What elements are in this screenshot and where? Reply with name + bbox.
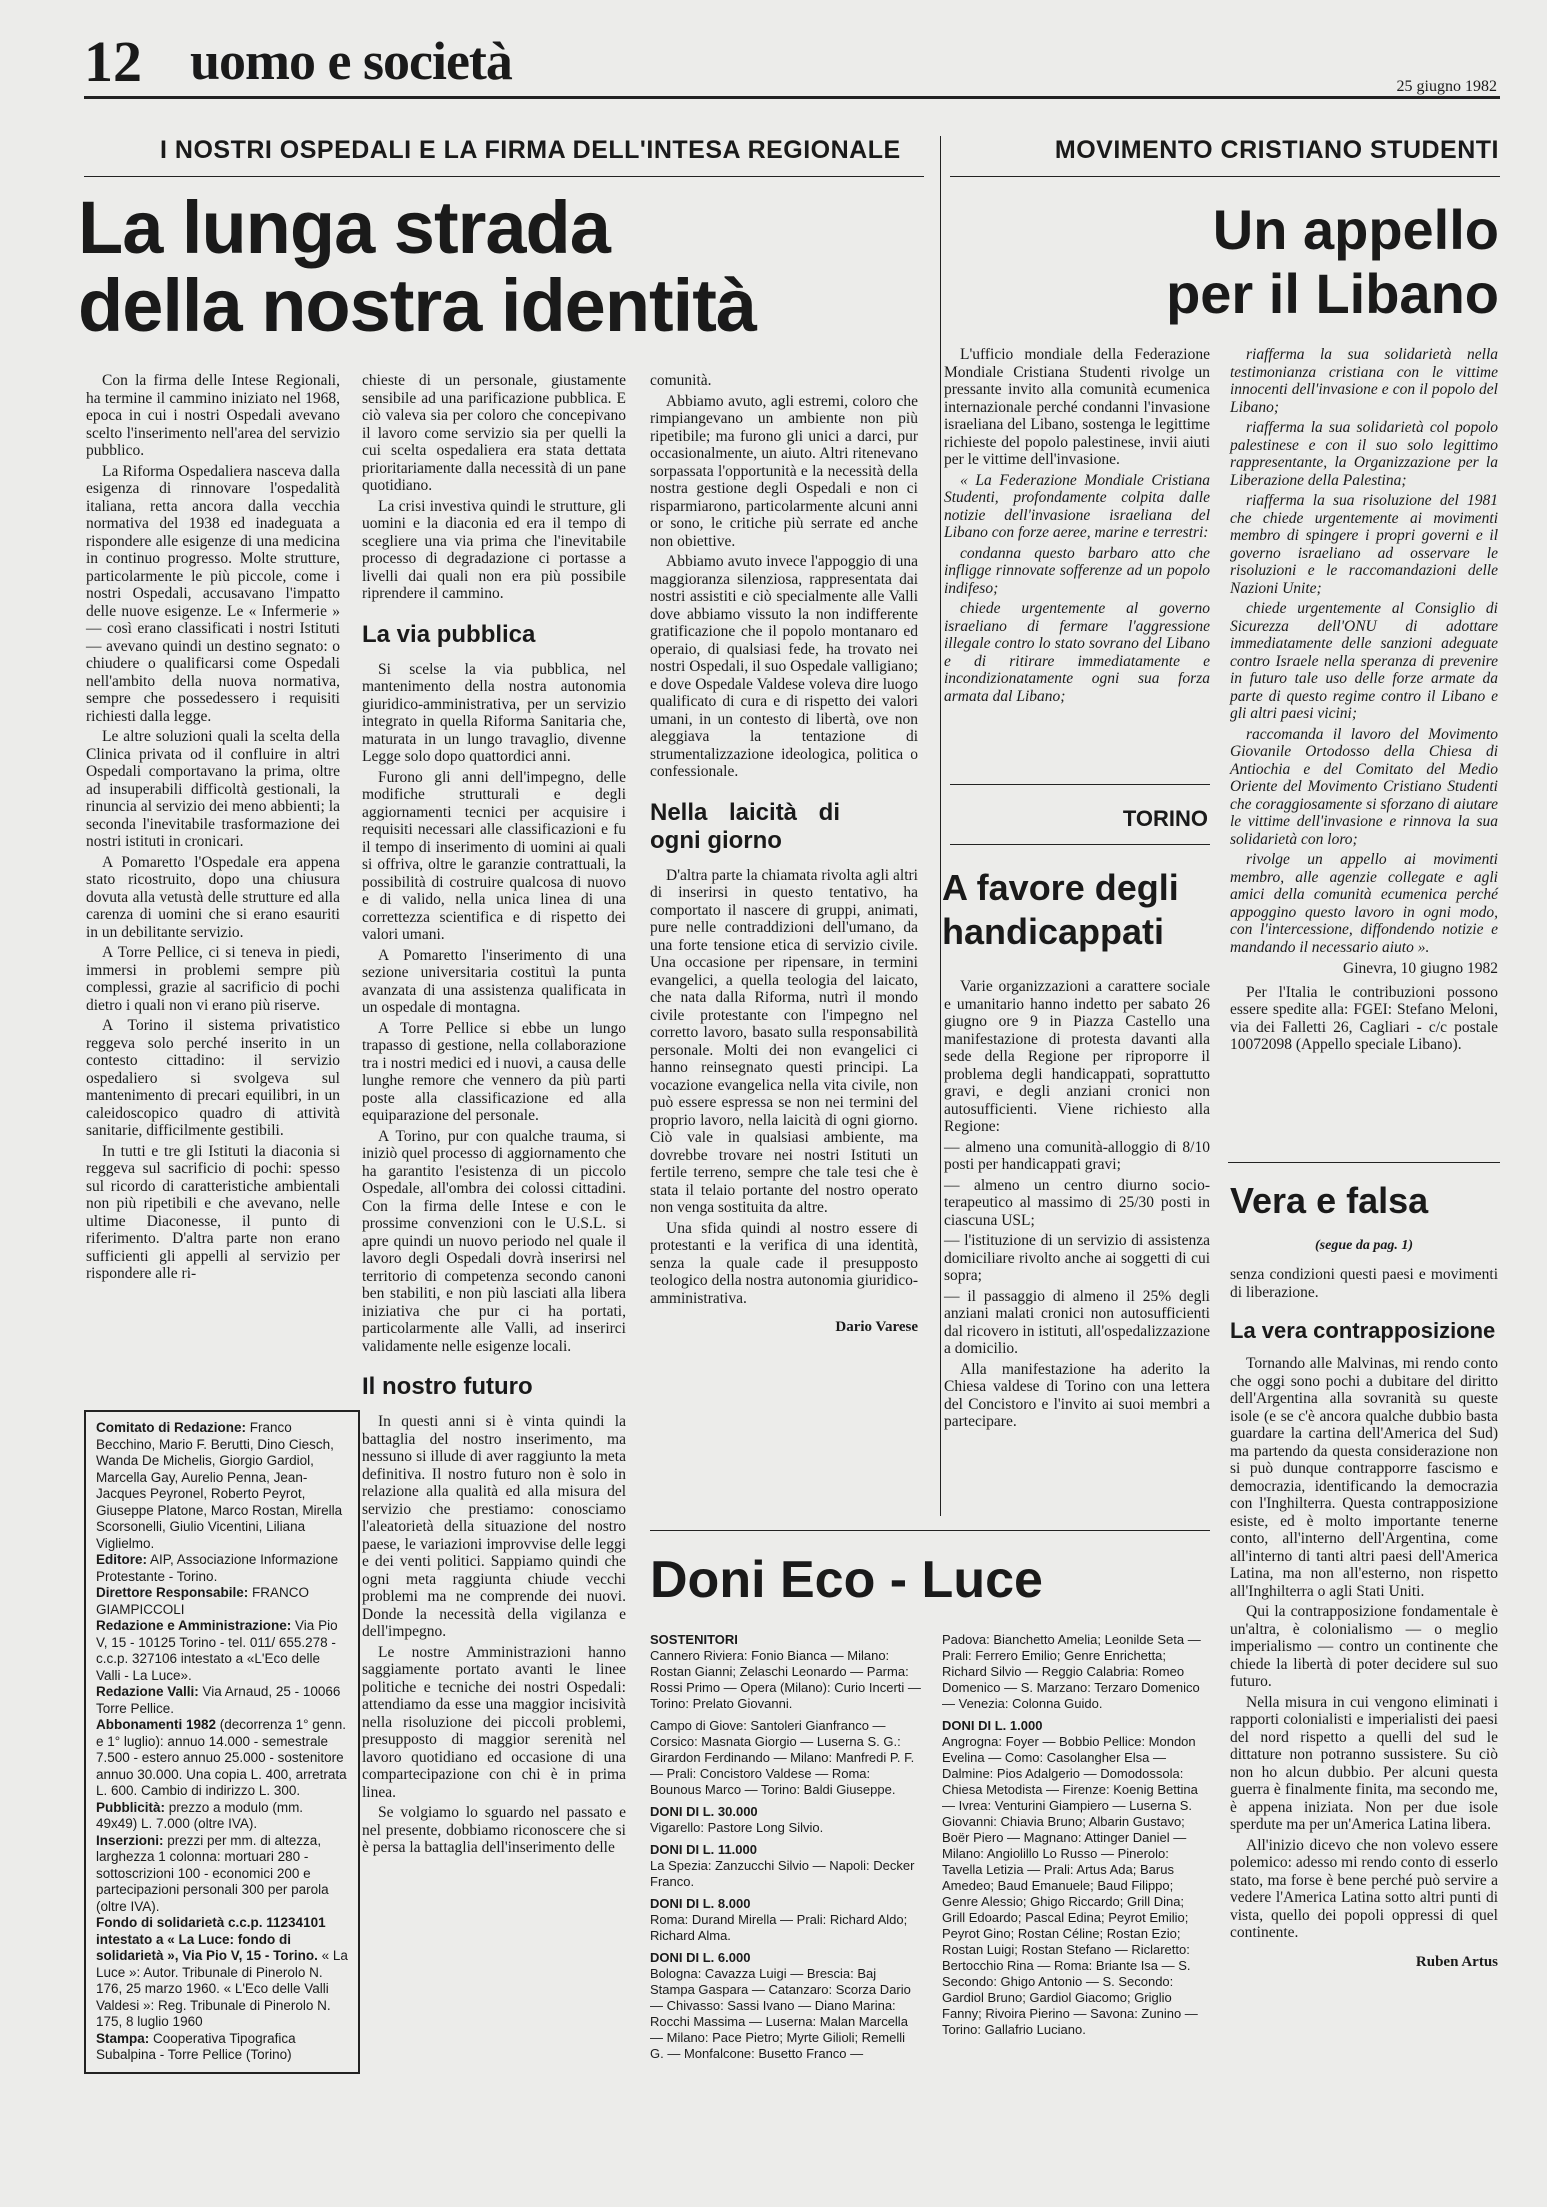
paragraph: L'ufficio mondiale della Federazione Mondiale Cristiana Studenti rivolge un pressante invito alla comunità ecumenica internazionale perché condanni l'invasione israeliana del Libano, sostenga le legittime richieste del popolo palestinese, invii aiuti per le vittime dell'invasione. <box>944 346 1210 468</box>
donation-text: Campo di Giove: Santoleri Gianfranco — Corsico: Masnata Giorgio — Luserna S. G.: Girardon Ferdinando — Milano: Manfredi P. F. — Prali: Concistoro Valdese — Roma: Bounous Marco — Torino: Baldi Giuseppe. <box>650 1718 915 1797</box>
donation-heading: DONI DI L. 8.000 <box>650 1896 751 1911</box>
paragraph: Se volgiamo lo sguardo nel passato e nel presente, dobbiamo riconoscere che si è persa la battaglia dell'inserimento delle <box>362 1804 626 1856</box>
staff-label: Inserzioni: <box>96 1832 164 1848</box>
editorial-staff-box <box>84 1410 360 2074</box>
paragraph: In tutti e tre gli Istituti la diaconia si reggeva sul sacrificio di pochi: spesso sul ricordo di caratteristiche ambientali non più ripetibili e che avevano, nelle ultime Diaconesse, il punto di riferimento. D'altra parte non erano sufficienti gli appelli al servizio per rispondere alle ri- <box>86 1142 340 1282</box>
paragraph: A Pomaretto l'inserimento di una sezione universitaria costituì la punta avanzata di una assistenza qualificata in un ospedale di montagna. <box>362 946 626 1016</box>
staff-entry <box>96 1915 348 2031</box>
doni-title: Doni Eco - Luce <box>650 1551 1043 1609</box>
article1-column3 <box>650 372 918 1337</box>
article4-body <box>1230 1266 1498 1971</box>
article1-title-line2: della nostra identità <box>78 264 757 347</box>
signature-place: Ginevra, 10 giugno 1982 <box>1343 960 1498 977</box>
section-title: uomo e società <box>190 31 512 91</box>
subheading-laicita: Nella laicità di ogni giorno <box>650 798 840 854</box>
donation-group <box>942 1718 1210 2038</box>
donation-text: Bologna: Cavazza Luigi — Brescia: Baj Stampa Gaspara — Catanzaro: Scorza Dario — Chivasso: Sassi Ivano — Diano Marina: Rocchi Massima — Luserna: Malan Marcella — Milano: Pace Pietro; Myrte Gilioli; Remelli G. — Monfalcone: Busetto Franco — <box>650 1966 911 2061</box>
demand-item: — l'istituzione di un servizio di assistenza domiciliare rivolto anche ai soggetti di cui sopra; <box>944 1232 1210 1284</box>
subheading-via-pubblica: La via pubblica <box>362 620 536 648</box>
doni-column2 <box>942 1632 1210 2044</box>
staff-entry <box>96 1717 348 1800</box>
page-number: 12 <box>84 29 142 94</box>
paragraph: Per l'Italia le contribuzioni possono essere spedite alla: FGEI: Stefano Meloni, via dei Falletti 26, Cagliari - c/c postale 10072098 (Appello speciale Libano). <box>1230 983 1498 1053</box>
staff-label: Editore: <box>96 1552 148 1567</box>
appeal-text-continued <box>1230 346 1498 956</box>
article3-title-line2: handicappati <box>942 911 1165 952</box>
staff-text: AIP, Associazione Informazione Protestante - Torino. <box>96 1552 339 1584</box>
article4-author: Ruben Artus <box>1415 1953 1498 1970</box>
donation-group <box>650 1804 922 1836</box>
paragraph: chieste di un personale, giustamente sensibile ad una parificazione pubblica. E ciò valeva sia per coloro che concepivano il lavoro come servizio sia per quelli la cui scelta ospedaliera era stata dettata prioritariamente dalla necessità di un pane quotidiano. <box>362 372 626 494</box>
donation-heading: DONI DI L. 6.000 <box>650 1950 751 1965</box>
paragraph: Abbiamo avuto invece l'appoggio di una maggioranza silenziosa, rappresentata dai nostri assistiti e ciò specialmente alle Valli dove abbiamo vissuto la non indifferente gratificazione che il popolo montanaro ed operaio, di qualsiasi fede, ha trovato nei nostri Ospedali, il suo Ospedale valligiano; e dove Ospedale Valdese voleva dire luogo qualificato di cura e di rispetto dei valori umani, in un contesto di libertà, ove non aleggiava la tentazione di strumentalizzazione ideologica, politica o confessionale. <box>650 553 918 780</box>
paragraph: senza condizioni questi paesi e movimenti di liberazione. <box>1230 1266 1498 1301</box>
paragraph: Nella misura in cui vengono eliminati i rapporti colonialisti e imperialisti dei paesi del nord rispetto a quelli del sud le dittature non potranno sussistere. Su ciò non ho alcun dubbio. Per alcuni questa guerra è finalmente finita, ma secondo me, è appena iniziata. Non per due isole sperdute ma per un'America Latina libera. <box>1230 1693 1498 1833</box>
paragraph: chiede urgentemente al governo israeliano di fermare l'aggressione illegale contro lo stato sovrano del Libano e di ritirare immediatamente e incondizionatamente ogni sua forza armata dal Libano; <box>944 600 1210 705</box>
staff-label: Redazione Valli: <box>96 1684 199 1699</box>
article4-title: Vera e falsa <box>1230 1180 1429 1221</box>
article2-title-line2: per il Libano <box>1166 262 1499 325</box>
doni-column1 <box>650 1632 922 2068</box>
paragraph: condanna questo barbaro atto che infligge rinnovate sofferenze ad un popolo indifeso; <box>944 544 1210 597</box>
paragraph: Alla manifestazione ha aderito la Chiesa valdese di Torino con una lettera del Concistoro e l'invito ai suoi membri a partecipare. <box>944 1360 1210 1430</box>
article2-kicker: MOVIMENTO CRISTIANO STUDENTI <box>1054 136 1499 164</box>
issue-date: 25 giugno 1982 <box>1396 78 1497 95</box>
staff-entry <box>96 1420 348 1552</box>
doni-rule <box>650 1530 1210 1531</box>
article4-rule <box>1228 1162 1500 1163</box>
paragraph: riafferma la sua solidarietà nella testimonianza cristiana con le vittime innocenti dell'invasione e con il popolo del Libano; <box>1230 346 1498 416</box>
kicker-rule-right <box>950 176 1500 177</box>
staff-entry <box>96 1585 348 1618</box>
paragraph: Una sfida quindi al nostro essere di protestanti e la verifica di una identità, senza la quale cade il presupposto teologico della nostra autonomia giuridico-amministrativa. <box>650 1219 918 1307</box>
donation-group <box>650 1718 922 1798</box>
article1-author: Dario Varese <box>835 1319 918 1335</box>
paragraph: Tornando alle Malvinas, mi rendo conto che oggi sono pochi a dubitare del diritto dell'Argentina alla sovranità su queste isole (e se c'è ancora qualche dubbio basta guardare la cartina dell'America del Sud) ma partendo da questa considerazione non si può dunque contrapporre fascismo e democrazia, identificando la democrazia con l'Inghilterra. Questa contrapposizione esiste, ed è molto importante tenerne conto, all'interno dell'Argentina, come all'interno di tanti altri paesi dell'America Latina, ma non all'esterno, non rispetto all'Inghilterra o agli Stati Uniti. <box>1230 1355 1498 1600</box>
staff-label: Stampa: <box>96 2030 150 2046</box>
paragraph: In questi anni si è vinta quindi la battaglia del nostro inserimento, ma nessuno si illude di aver raggiunto la meta definitiva. Il nostro futuro non è solo in relazione alla qualità ed alla misura del servizio che prestiamo: conosciamo l'aleatorietà della situazione del nostro paese, le variazioni improvvise delle leggi e dei venti politici. Sappiamo quindi che ogni meta raggiunta chiude vecchi problemi ma ne comprende dei nuovi. Donde la necessità della vigilanza e dell'impegno. <box>362 1413 626 1640</box>
donation-heading: DONI DI L. 11.000 <box>650 1842 757 1857</box>
paragraph: La crisi investiva quindi le strutture, gli uomini e la diaconia ed era il tempo di scegliere una via prima che l'inevitabile processo di degradazione ci portasse a livelli dai quali non era più possibile riprendere il cammino. <box>362 497 626 602</box>
paragraph: Le altre soluzioni quali la scelta della Clinica privata od il confluire in altri Ospedali comportavano la prima, oltre ad insuperabili difficoltà gestionali, la rinuncia al servizio dei meno abbienti; la seconda l'inevitabile trasformazione dei nostri istituti in cronicari. <box>86 728 340 850</box>
paragraph: raccomanda il lavoro del Movimento Giovanile Ortodosso della Chiesa di Antiochia e del Comitato del Medio Oriente del Movimento Cristiano Studenti che coraggiosamente si sforzano di aiutare le vittime dell'invasione e rinnova la sua solidarietà con loro; <box>1230 725 1498 848</box>
paragraph: A Torino il sistema privatistico reggeva solo perché inserito in un contesto cittadino: il servizio ospedaliero si svolgeva sul mantenimento di precari equilibri, in un caleidoscopico quadro di attività sanitarie, difficilmente gestibili. <box>86 1017 340 1139</box>
staff-text: (decorrenza 1° genn. e 1° luglio): annuo 14.000 - semestrale 7.500 - estero annuo 25.000 - sostenitore annuo 30.000. Una copia L. 400, arretrata L. 600. Cambio di indirizzo L. 300. <box>96 1717 347 1798</box>
article3-rule2 <box>950 844 1210 845</box>
article3-title-line1: A favore degli <box>942 867 1179 908</box>
staff-label: Redazione e Amministrazione: <box>96 1618 292 1633</box>
staff-text: « La Luce »: Autor. Tribunale di Pinerolo N. 176, 25 marzo 1960. « L'Eco delle Valli Valdesi »: Reg. Tribunale di Pinerolo N. 175, 8 luglio 1960 <box>96 1948 348 2029</box>
staff-text: FRANCO GIAMPICCOLI <box>96 1585 310 1617</box>
staff-text: Franco Becchino, Mario F. Berutti, Dino Ciesch, Wanda De Michelis, Giorgio Gardiol, Marcella Gay, Aurelio Penna, Jean-Jacques Peyronel, Roberto Peyrot, Giuseppe Platone, Marco Rostan, Mirella Scorsonelli, Giulio Vicentini, Liliana Viglielmo. <box>96 1420 343 1551</box>
paragraph: riafferma la sua solidarietà col popolo palestinese e con il suo solo legittimo rappresentante, la Organizzazione per la Liberazione della Palestina; <box>1230 419 1498 489</box>
paragraph: Si scelse la via pubblica, nel mantenimento della nostra autonomia giuridico-amministrativa, per un servizio integrato in quella Riforma Sanitaria che, maturata in un lungo travaglio, divenne Legge solo dopo quattordici anni. <box>362 660 626 765</box>
staff-entry <box>96 1800 348 1833</box>
paragraph: « La Federazione Mondiale Cristiana Studenti, profondamente colpita dalle notizie dell'invasione israeliana del Libano con forze aeree, marine e terrestri: <box>944 471 1210 541</box>
staff-entry <box>96 1684 348 1717</box>
donation-text: Cannero Riviera: Fonio Bianca — Milano: Rostan Gianni; Zelaschi Leonardo — Parma: Rossi Primo — Opera (Milano): Curio Incerti — Torino: Prelato Giovanni. <box>650 1648 921 1711</box>
article1-column2 <box>362 372 626 1860</box>
donation-text: Roma: Durand Mirella — Prali: Richard Aldo; Richard Alma. <box>650 1912 908 1943</box>
paragraph: A Torre Pellice, ci si teneva in piedi, immersi in problemi sempre più complessi, grazie al sacrificio di pochi dietro i quali non vi erano più riserve. <box>86 944 340 1014</box>
staff-text: Via Pio V, 15 - 10125 Torino - tel. 011/ 655.278 - c.c.p. 327106 intestato a «L'Eco delle Valli - La Luce». <box>96 1618 338 1683</box>
paragraph: D'altra parte la chiamata rivolta agli altri di inserirsi in questo tentativo, ha comportato il nascere di gruppi, animati, pure nelle contraddizioni dell'umano, da una forte tensione etica di servizio civile. Una occasione per ripensare, in termini evangelici, a quella teologia del laicato, che nata dalla Riforma, nutrì il mondo civile protestante con l'impegno nel corretto lavoro, basato sulla responsabilità personale. Molti dei non evangelici ci hanno reinsegnato questi principi. La vocazione evangelica nella vita civile, non può essere espressa se non nei termini del proprio lavoro, nella laicità di ogni giorno. Ciò vale in qualsiasi ambiente, ma dovrebbe trovare nei nostri Istituti un fertile terreno, sempre che tale tesi che è stata il telaio portante del nostro operato non venga sostituita da altre. <box>650 866 918 1216</box>
appeal-text <box>944 472 1210 706</box>
paragraph: Varie organizzazioni a carattere sociale e umanitario hanno indetto per sabato 26 giugno ore 9 in Piazza Castello una manifestazione di protesta davanti alla sede della Regione per riproporre il problema degli handicappati, soprattutto gravi, e degli anziani cronici non autosufficienti. Viene richiesto alla Regione: <box>944 978 1210 1135</box>
article1-column1 <box>86 372 340 1286</box>
demand-item: — il passaggio di almeno il 25% degli anziani malati cronici non autosufficienti dal ricovero in istituti, all'ospedalizzazione a domicilio. <box>944 1287 1210 1357</box>
donation-group <box>942 1632 1210 1712</box>
paragraph: rivolge un appello ai movimenti membro, alle agenzie collegate e agli amici della comunità ecumenica perché appoggino questo lavoro in ogni modo, con l'intercessione, diffondendo notizie e mandando il necessario aiuto ». <box>1230 851 1498 956</box>
staff-entry <box>96 1833 348 1916</box>
paragraph: Abbiamo avuto, agli estremi, coloro che rimpiangevano un ambiente non più ripetibile; ma furono gli unici a darci, pur occasionalmente, un aiuto. Altri ritenevano sorpassata l'opportunità e la necessità della nostra gestione degli Ospedali e non ci risparmiarono, particolarmente alcuni anni or sono, le critiche più serrate ed anche non obiettive. <box>650 392 918 550</box>
staff-entry <box>96 2031 348 2064</box>
staff-text: Cooperativa Tipografica Subalpina - Torre Pellice (Torino) <box>96 2030 296 2062</box>
staff-label: Pubblicità: <box>96 1799 166 1815</box>
article2-column1 <box>944 346 1210 708</box>
article2-column2 <box>1230 346 1498 1057</box>
donation-text: Vigarello: Pastore Long Silvio. <box>650 1820 824 1835</box>
staff-text: prezzi per mm. di altezza, larghezza 1 colonna: mortuari 280 - sottoscrizioni 100 - economici 200 e partecipazioni personali 300 per parola (oltre IVA). <box>96 1832 329 1914</box>
staff-text: Via Arnaud, 25 - 10066 Torre Pellice. <box>96 1684 341 1716</box>
paragraph: Le nostre Amministrazioni hanno saggiamente portato avanti le linee politiche e tecniche dei nostri Ospedali: attendiamo da esse una maggior incisività nella risoluzione dei piccoli problemi, presupposto di maggior serenità nel lavoro quotidiano ed occasione di una compartecipazione con chi è in prima linea. <box>362 1643 626 1801</box>
paragraph: chiede urgentemente al Consiglio di Sicurezza dell'ONU di adottare immediatamente delle sanzioni adeguate contro Israele nella speranza di prevenire in futuro tale uso delle forze armate da parte di questo regime contro il Libano e gli altri paesi vicini; <box>1230 600 1498 722</box>
article3-kicker: TORINO <box>1122 806 1208 831</box>
staff-entry <box>96 1552 348 1585</box>
demand-item: — almeno una comunità-alloggio di 8/10 posti per handicappati gravi; <box>944 1138 1210 1173</box>
donation-group <box>650 1842 922 1890</box>
kicker-rule <box>84 176 924 177</box>
donation-text: Angrogna: Foyer — Bobbio Pellice: Mondon Evelina — Como: Casolangher Elsa — Dalmine: Pios Adalgerio — Domodossola: Chiesa Metodista — Firenze: Koenig Bettina — Ivrea: Venturini Giampiero — Luserna S. Giovanni: Chiavia Bruno; Albarin Gustavo; Boër Piero — Magnano: Attinger Daniel — Milano: Angiolillo Lo Russo — Pinerolo: Tavella Letizia — Prali: Artus Ada; Barus Amedeo; Baud Emanuele; Baud Filippo; Genre Alessio; Ghigo Riccardo; Grill Dina; Grill Edoardo; Pascal Edina; Peyrot Emilio; Peyrot Gino; Rostan Céline; Rostan Ezio; Rostan Luigi; Rostan Stefano — Riclaretto: Bertocchio Rina — Roma: Briante Isa — S. Secondo: Ghigo Antonio — S. Secondo: Gardiol Bruno; Gardiol Giacomo; Griglio Fanny; Rivoira Pierino — Savona: Zunino — Torino: Gallafrio Luciano. <box>942 1734 1198 2037</box>
staff-label: Direttore Responsabile: <box>96 1585 249 1600</box>
staff-label: Abbonamenti 1982 <box>96 1717 217 1732</box>
paragraph: La Riforma Ospedaliera nasceva dalla esigenza di rinnovare l'ospedalità italiana, retta ancora dalla vecchia normativa del 1938 ed inadeguata a rispondere alle esigenze di una medicina in continuo progresso. Molte strutture, particolarmente le più piccole, come i nostri Ospedali, accusavano l'impatto delle nuove esigenze. Le « Infermerie » — così erano classificati i nostri Istituti — avevano quindi un destino segnato: o chiudere o qualificarsi come Ospedali nell'ambito della nuova normativa, sempre che possedessero i requisiti richiesti dalla legge. <box>86 462 340 725</box>
donation-text: Padova: Bianchetto Amelia; Leonilde Seta — Prali: Ferrero Emilio; Genre Enrichetta; Richard Silvio — Reggio Calabria: Romeo Domenico — S. Marzano: Terzaro Domenico — Venezia: Colonna Guido. <box>942 1632 1201 1711</box>
article3-rule <box>950 784 1210 785</box>
donation-text: La Spezia: Zanzucchi Silvio — Napoli: Decker Franco. <box>650 1858 915 1889</box>
article4-continued-from: (segue da pag. 1) <box>1315 1238 1413 1253</box>
paragraph: comunità. <box>650 372 712 389</box>
article3-body <box>944 978 1210 1434</box>
subheading-nostro-futuro: Il nostro futuro <box>362 1373 533 1400</box>
paragraph: All'inizio dicevo che non volevo essere polemico: adesso mi rendo conto di esserlo stato, ma forse è bene perché può servire a vedere l'America Latina sotto altri punti di vista, quello dei popoli oppressi di quel continente. <box>1230 1836 1498 1941</box>
donation-group <box>650 1632 922 1712</box>
staff-entry <box>96 1618 348 1684</box>
donation-heading: SOSTENITORI <box>650 1632 738 1647</box>
donation-heading: DONI DI L. 30.000 <box>650 1804 758 1819</box>
staff-text: prezzo a modulo (mm. 49x49) L. 7.000 (oltre IVA). <box>96 1799 304 1831</box>
article1-title-line1: La lunga strada <box>78 186 610 269</box>
staff-label: Fondo di solidarietà c.c.p. 11234101 intestato a « La Luce: fondo di solidarietà », Via Pio V, 15 - Torino. <box>96 1915 326 1963</box>
paragraph: Con la firma delle Intese Regionali, ha termine il cammino iniziato nel 1968, epoca in cui i nostri Ospedali avevano scelto l'inserimento nell'area del servizio pubblico. <box>86 372 340 459</box>
donation-heading: DONI DI L. 1.000 <box>942 1718 1043 1733</box>
paragraph: Furono gli anni dell'impegno, delle modifiche strutturali e degli aggiornamenti tecnici per acquisire i requisiti necessari alle classificazioni e fu il tempo di inserimento di uomini ai quali si offriva, oltre le garanzie contrattuali, la possibilità di costruire qualcosa di nuovo e di valido, nella unica linea di una correttezza scientifica e di rispetto dei valori umani. <box>362 768 626 943</box>
paragraph: riafferma la sua risoluzione del 1981 che chiede urgentemente ai movimenti membro di spingere i propri governi e il governo israeliano ad osservare le risoluzioni e le raccomandazioni delle Nazioni Unite; <box>1230 492 1498 597</box>
article1-kicker: I NOSTRI OSPEDALI E LA FIRMA DELL'INTESA REGIONALE <box>160 136 901 164</box>
donation-group <box>650 1896 922 1944</box>
column-separator <box>940 136 941 1516</box>
paragraph: A Pomaretto l'Ospedale era appena stato ricostruito, dopo una chiusura dovuta alla vetustà delle strutture ed alla carenza di uomini che si erano esauriti in un debilitante servizio. <box>86 853 340 941</box>
article4-subheading: La vera contrapposizione <box>1230 1318 1496 1343</box>
staff-label: Comitato di Redazione: <box>96 1420 247 1435</box>
demand-item: — almeno un centro diurno socio-terapeutico al massimo di 25/30 posti in ciascuna USL; <box>944 1176 1210 1229</box>
header-rule <box>84 96 1500 99</box>
paragraph: Qui la contrapposizione fondamentale è un'altra, è colonialismo — o meglio imperialismo — contro un continente che chiede la libertà di poter decidere sul suo futuro. <box>1230 1603 1498 1690</box>
article2-title-line1: Un appello <box>1212 198 1499 261</box>
donation-group <box>650 1950 922 2062</box>
paragraph: A Torino, pur con qualche trauma, si iniziò quel processo di aggiornamento che ha garantito l'esistenza di un piccolo Ospedale, all'ombra dei colossi cittadini. Con la firma delle Intese e con le prossime convenzioni con le U.S.L. si apre quindi un nuovo periodo nel quale il lavoro degli Ospedali dovrà inserirsi nel territorio di competenza secondo canoni ben stabiliti, e non più lasciati alla libera iniziativa che pur ci ha portati, particolarmente alle Valli, ad inserirci validamente nelle esigenze locali. <box>362 1127 626 1355</box>
paragraph: A Torre Pellice si ebbe un lungo trapasso di gestione, nella collaborazione tra i nostri medici ed i nuovi, a causa delle lunghe remore che vennero da più parti poste alla classificazione ed alla equiparazione del personale. <box>362 1019 626 1124</box>
